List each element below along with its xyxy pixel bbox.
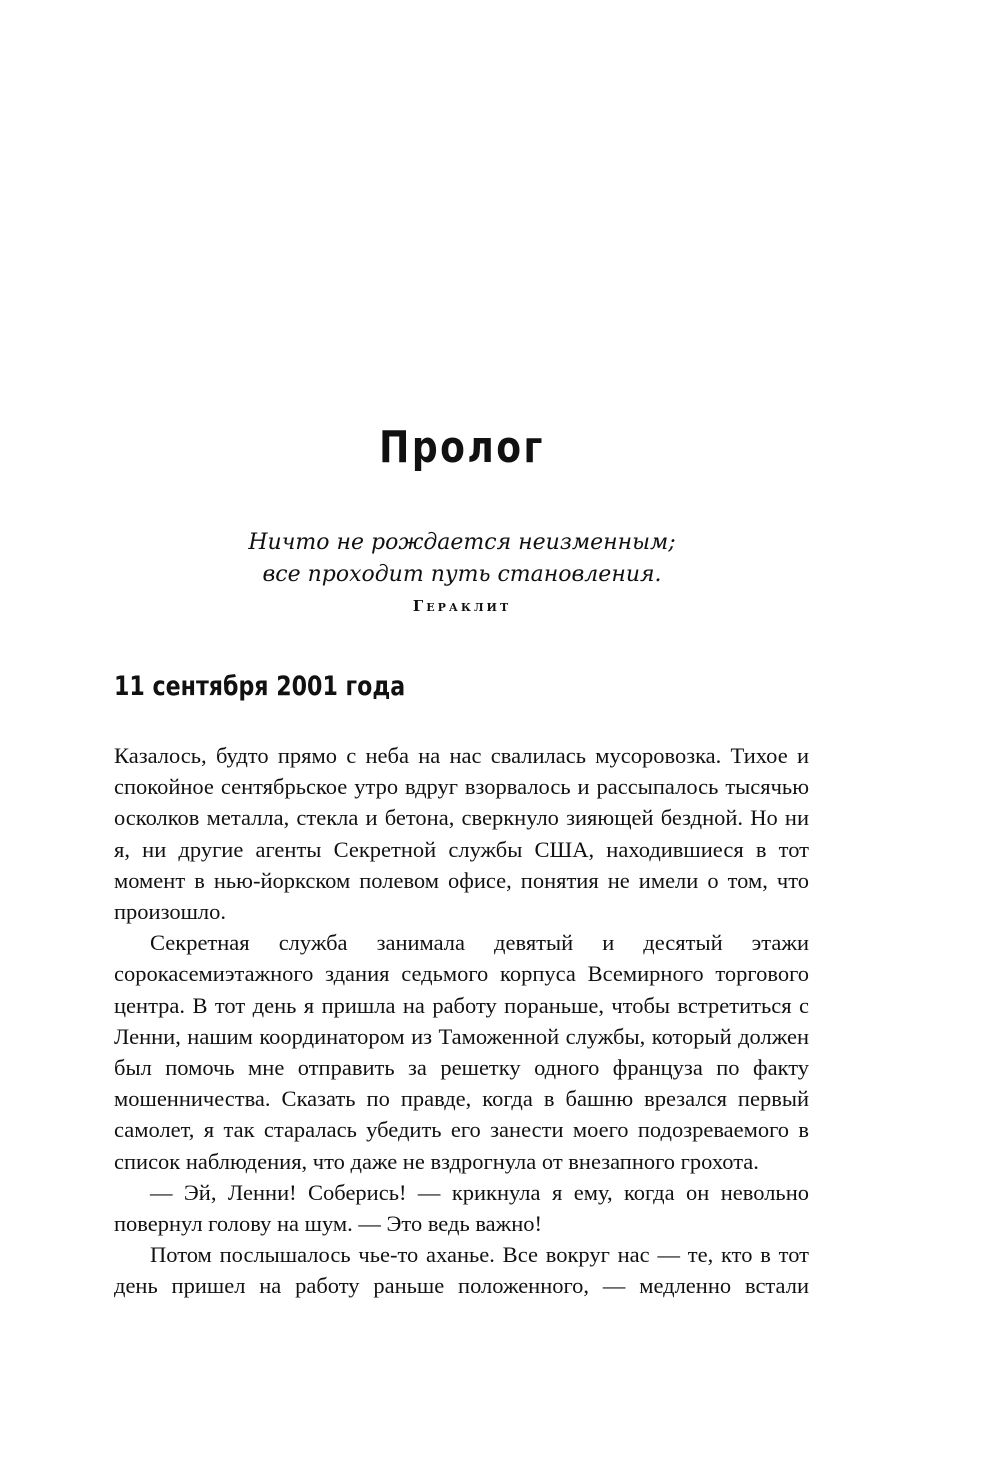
paragraph-3: — Эй, Ленни! Соберись! — крикнула я ему, когда он невольно повернул голову на шум. — Это ведь важно!: [114, 1179, 809, 1237]
epigraph-author: Гераклит: [412, 597, 512, 615]
paragraph-4: Потом послышалось чье-то аханье. Все вокруг нас — те, кто в тот день пришел на работу раньше положенного, — медленно встали: [114, 1242, 809, 1299]
epigraph-line-1: Ничто не рождается неизменным;: [248, 530, 676, 555]
section-heading: 11 сентября 2001 года: [114, 671, 406, 702]
chapter-title: Пролог: [379, 422, 545, 473]
epigraph: [0, 527, 924, 615]
paragraph-2: Секретная служба занимала девятый и десятый этажи сорокасемиэтажного здания седьмого корпуса Всемирного торгового центра. В тот день я пришла на работу пораньше, чтобы встретиться с Ленни, нашим координатором из Таможенной службы, который должен был помочь мне отправить за решетку одного француза по факту мошенничества. Сказать по правде, когда в башню врезался первый самолет, я так старалась убедить его занести моего подозреваемого в список наблюдения, что даже не вздрогнула от внезапного грохота.: [114, 930, 809, 1174]
epigraph-line-2: все проходит путь становления.: [262, 562, 662, 587]
paragraph-1: Казалось, будто прямо с неба на нас свалилась мусоровозка. Тихое и спокойное сентябрьское утро вдруг взорвалось и рассыпалось тысячью осколков металла, стекла и бетона, сверкнуло зияющей бездной. Но ни я, ни другие агенты Секретной службы США, находившиеся в тот момент в нью-йоркском полевом офисе, понятия не имели о том, что произошло.: [114, 743, 809, 925]
body-text: [114, 740, 809, 1302]
